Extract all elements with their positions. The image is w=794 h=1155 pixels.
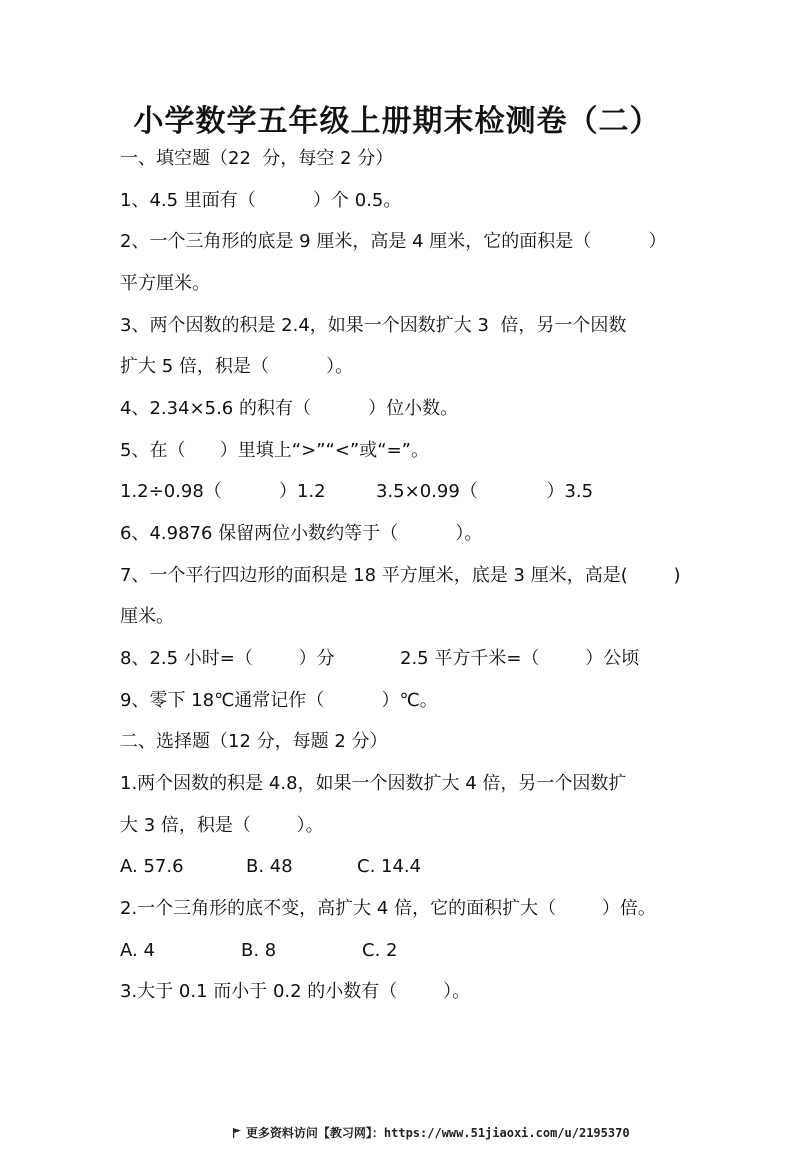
question-5-item-b: 3.5×0.99（ ）3.5: [376, 481, 594, 502]
choice-2-option-a: A. 4: [120, 940, 155, 961]
question-6: 6、4.9876 保留两位小数约等于（ ）。: [120, 523, 483, 544]
choice-2: 2.一个三角形的底不变，高扩大 4 倍，它的面积扩大（ ）倍。: [120, 898, 656, 919]
question-3-line-1: 3、两个因数的积是 2.4，如果一个因数扩大 3 倍，另一个因数: [120, 315, 627, 336]
choice-1-option-b: B. 48: [246, 856, 293, 877]
section-choice-heading: 二、选择题（12 分，每题 2 分）: [120, 731, 388, 752]
question-4: 4、2.34×5.6 的积有（ ）位小数。: [120, 398, 459, 419]
question-7-line-1: 7、一个平行四边形的面积是 18 平方厘米，底是 3 厘米，高是( ): [120, 565, 681, 586]
footer-link[interactable]: [203, 1110, 630, 1155]
choice-2-option-b: B. 8: [241, 940, 277, 961]
question-3-line-2: 扩大 5 倍，积是（ ）。: [120, 356, 354, 377]
footer-text: 更多资料访问【教习网】：https://www.51jiaoxi.com/u/2195370: [245, 1126, 630, 1140]
question-5: 5、在（ ）里填上“>”“<”或“=”。: [120, 440, 429, 461]
section-fill-blank-heading: 一、填空题（22 分，每空 2 分）: [120, 148, 394, 169]
choice-1-option-a: A. 57.6: [120, 856, 184, 877]
choice-1-option-c: C. 14.4: [357, 856, 422, 877]
question-2-line-1: 2、一个三角形的底是 9 厘米，高是 4 厘米，它的面积是（ ）: [120, 231, 667, 252]
choice-3: 3.大于 0.1 而小于 0.2 的小数有（ ）。: [120, 981, 471, 1002]
choice-1-line-1: 1.两个因数的积是 4.8，如果一个因数扩大 4 倍，另一个因数扩: [120, 773, 627, 794]
page-title: 小学数学五年级上册期末检测卷（二）: [133, 104, 661, 139]
flag-icon: [232, 1128, 242, 1138]
question-7-line-2: 厘米。: [120, 606, 174, 627]
question-2-line-2: 平方厘米。: [120, 273, 210, 294]
question-9: 9、零下 18℃通常记作（ ）℃。: [120, 690, 438, 711]
choice-2-option-c: C. 2: [362, 940, 398, 961]
question-8-item-a: 8、2.5 小时=（ ）分: [120, 648, 335, 669]
question-5-item-a: 1.2÷0.98（ ）1.2: [120, 481, 326, 502]
question-1: 1、4.5 里面有（ ）个 0.5。: [120, 190, 402, 211]
choice-1-line-2: 大 3 倍，积是（ ）。: [120, 815, 324, 836]
question-8-item-b: 2.5 平方千米=（ ）公顷: [400, 648, 640, 669]
